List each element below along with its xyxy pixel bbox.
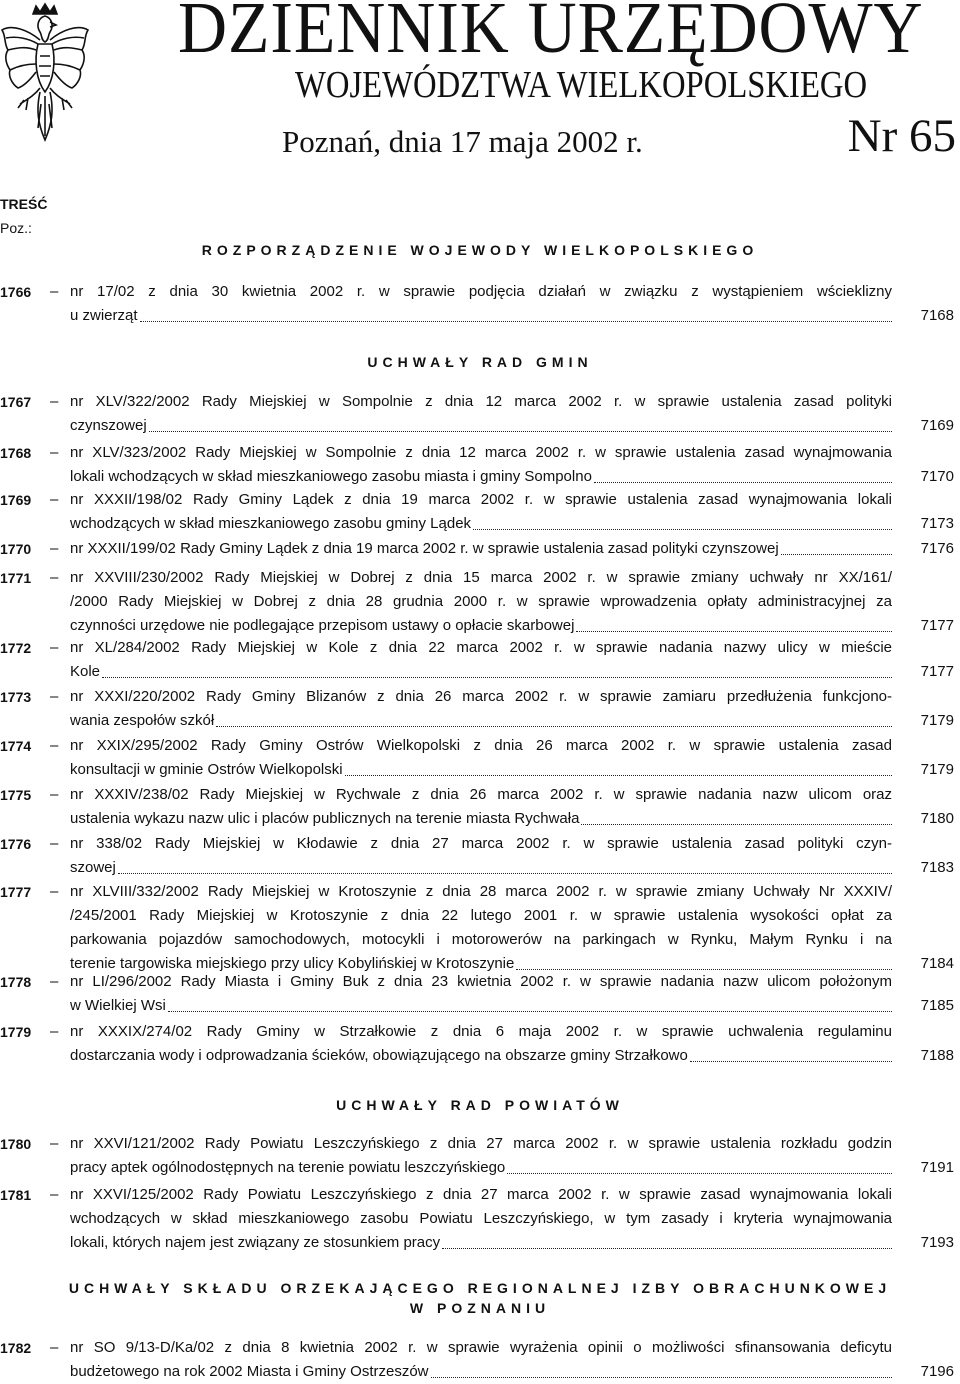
entry-number: 1770 (0, 541, 32, 557)
entry-dash: – (50, 688, 59, 705)
entry-text-line: nr XLV/323/2002 Rady Miejskiej w Sompolnie z dnia 12 marca 2002 r. w sprawie ustalenia zasad wynajmowania (70, 444, 892, 461)
entry-page-number: 7169 (920, 417, 954, 434)
entry-text-line (70, 304, 892, 328)
dot-leader (216, 709, 892, 727)
entry-text-line: nr XXXI/220/2002 Rady Gminy Blizanów z dnia 26 marca 2002 r. w sprawie zamiaru przedłużenia funkcjono- (70, 688, 892, 705)
entry-text: ustalenia wykazu nazw ulic i placów publicznych na terenie miasta Rychwała (70, 810, 580, 827)
dot-leader (102, 660, 892, 678)
toc-entry[interactable] (0, 566, 954, 638)
entry-number: 1777 (0, 884, 32, 900)
entry-text-line (70, 1044, 892, 1068)
entry-page-number: 7191 (920, 1159, 954, 1176)
entry-text-line (70, 994, 892, 1018)
entry-page-number: 7188 (920, 1047, 954, 1064)
entry-text-line (70, 1360, 892, 1384)
entry-text-line: nr XXXIV/238/02 Rady Miejskiej w Rychwale z dnia 26 marca 2002 r. w sprawie nadania nazw ulicom oraz (70, 786, 892, 803)
entry-page-number: 7183 (920, 859, 954, 876)
toc-entry[interactable] (0, 1020, 954, 1068)
entry-text-line: nr 338/02 Rady Miejskiej w Kłodawie z dnia 27 marca 2002 r. w sprawie ustalenia zasad polityki czyn- (70, 835, 892, 852)
entry-number: 1767 (0, 394, 32, 410)
entry-text: czynności urzędowe nie podlegające przepisom ustawy o opłacie skarbowej (70, 617, 575, 634)
entry-page-number: 7179 (920, 761, 954, 778)
toc-entry[interactable] (0, 1336, 954, 1384)
section-heading-continued: W POZNANIU (409, 1300, 551, 1316)
entry-number: 1771 (0, 570, 32, 586)
entry-dash: – (50, 1135, 59, 1152)
entry-page-number: 7193 (920, 1234, 954, 1251)
toc-entry[interactable] (0, 1132, 954, 1180)
entry-text: nr XXXII/199/02 Rady Gminy Lądek z dnia 19 marca 2002 r. w sprawie ustalenia zasad polityki czynszowej (70, 540, 779, 557)
entry-dash: – (50, 283, 59, 300)
section-heading: UCHWAŁY SKŁADU ORZEKAJĄCEGO REGIONALNEJ IZBY OBRACHUNKOWEJ (68, 1280, 892, 1296)
toc-entry[interactable] (0, 832, 954, 880)
entry-page-number: 7180 (920, 810, 954, 827)
entry-page-number: 7176 (920, 540, 954, 557)
entry-text-line: nr 17/02 z dnia 30 kwietnia 2002 r. w sprawie podjęcia działań w związku z wystąpieniem wścieklizny (70, 283, 892, 300)
dot-leader (168, 994, 892, 1012)
entry-text: budżetowego na rok 2002 Miasta i Gminy Ostrzeszów (70, 1363, 429, 1380)
toc-entry[interactable] (0, 970, 954, 1018)
entry-text-line: nr XXXII/198/02 Rady Gminy Lądek z dnia 19 marca 2002 r. w sprawie ustalenia zasad wynajmowania lokali (70, 491, 892, 508)
toc-entry[interactable] (0, 280, 954, 328)
entry-text: pracy aptek ogólnodostępnych na terenie powiatu leszczyńskiego (70, 1159, 506, 1176)
entry-text-line (70, 660, 892, 684)
entry-page-number: 7168 (920, 307, 954, 324)
entry-text-line: nr LI/296/2002 Rady Miasta i Gminy Buk z dnia 23 kwietnia 2002 r. w sprawie nadania nazw ulicom położonym (70, 973, 892, 990)
entry-text: czynszowej (70, 417, 147, 434)
entry-text: w Wielkiej Wsi (70, 997, 166, 1014)
dot-leader (594, 465, 892, 483)
entry-text-line (70, 537, 892, 561)
entry-number: 1781 (0, 1187, 32, 1203)
entry-dash: – (50, 1186, 59, 1203)
toc-poz-label: Poz.: (0, 220, 32, 236)
entry-page-number: 7170 (920, 468, 954, 485)
entry-text: konsultacji w gminie Ostrów Wielkopolski (70, 761, 343, 778)
entry-number: 1768 (0, 445, 32, 461)
entry-text-line: nr XXXIX/274/02 Rady Gminy w Strzałkowie z dnia 6 maja 2002 r. w sprawie uchwalenia regulaminu (70, 1023, 892, 1040)
gazette-title: DZIENNIK URZĘDOWY (178, 0, 924, 68)
toc-entry[interactable] (0, 441, 954, 489)
entry-dash: – (50, 639, 59, 656)
entry-dash: – (50, 835, 59, 852)
entry-text-line: nr XXVI/121/2002 Rady Powiatu Leszczyńskiego z dnia 27 marca 2002 r. w sprawie ustalenia rozkładu godzin (70, 1135, 892, 1152)
entry-number: 1780 (0, 1136, 32, 1152)
dot-leader (516, 952, 892, 970)
toc-entry[interactable] (0, 783, 954, 831)
entry-text-line (70, 758, 892, 782)
dot-leader (149, 414, 892, 432)
entry-text-line: nr XXVIII/230/2002 Rady Miejskiej w Dobrej z dnia 15 marca 2002 r. w sprawie zmiany uchwały nr XX/161/ (70, 569, 892, 586)
entry-text-line (70, 856, 892, 880)
entry-text: Kole (70, 663, 101, 680)
dot-leader (118, 856, 892, 874)
entry-text-line (70, 414, 892, 438)
entry-text-line (70, 614, 892, 638)
entry-number: 1774 (0, 738, 32, 754)
dot-leader (345, 758, 892, 776)
entry-text: wania zespołów szkół (70, 712, 215, 729)
entry-text-line: /245/2001 Rady Miejskiej w Krotoszynie z dnia 22 lutego 2001 r. w sprawie ustalenia wysokości opłat za (70, 907, 892, 924)
entry-text-line (70, 709, 892, 733)
entry-dash: – (50, 491, 59, 508)
entry-page-number: 7173 (920, 515, 954, 532)
toc-entry[interactable] (0, 880, 954, 976)
entry-dash: – (50, 973, 59, 990)
entry-dash: – (50, 444, 59, 461)
gazette-subtitle: WOJEWÓDZTWA WIELKOPOLSKIEGO (295, 64, 868, 106)
entry-text-line: nr XLV/322/2002 Rady Miejskiej w Sompolnie z dnia 12 marca 2002 r. w sprawie ustalenia zasad polityki (70, 393, 892, 410)
entry-number: 1779 (0, 1024, 32, 1040)
entry-text: dostarczania wody i odprowadzania ścieków, obowiązującego na obszarze gminy Strzałkowo (70, 1047, 688, 1064)
entry-text-line (70, 1231, 892, 1255)
toc-entry[interactable] (0, 488, 954, 536)
entry-text: szowej (70, 859, 116, 876)
toc-entry[interactable] (0, 1183, 954, 1255)
entry-text: terenie targowiska miejskiego przy ulicy Kobylińskiej w Krotoszynie (70, 955, 515, 972)
entry-text-line (70, 512, 892, 536)
entry-dash: – (50, 1023, 59, 1040)
entry-text-line (70, 1156, 892, 1180)
entry-text-line: nr XL/284/2002 Rady Miejskiej w Kole z dnia 22 marca 2002 r. w sprawie nadania nazwy ulicy w mieście (70, 639, 892, 656)
dot-leader (581, 807, 892, 825)
eagle-emblem-icon (0, 0, 90, 150)
toc-entry[interactable] (0, 685, 954, 733)
entry-page-number: 7177 (920, 663, 954, 680)
entry-number: 1778 (0, 974, 32, 990)
entry-text: lokali wchodzących w skład mieszkaniowego zasobu miasta i gminy Sompolno (70, 468, 592, 485)
dot-leader (781, 537, 892, 555)
entry-text-line (70, 465, 892, 489)
toc-entry[interactable] (0, 636, 954, 684)
entry-dash: – (50, 786, 59, 803)
entry-number: 1773 (0, 689, 32, 705)
entry-text-line: nr XLVIII/332/2002 Rady Miejskiej w Krotoszynie z dnia 28 marca 2002 r. w sprawie zmiany Uchwały Nr XXXIV/ (70, 883, 892, 900)
entry-dash: – (50, 1339, 59, 1356)
entry-text-line: wchodzących w skład mieszkaniowego zasobu Powiatu Leszczyńskiego, w tym zasady i kryteria wynajmowania (70, 1210, 892, 1227)
entry-text-line: nr XXIX/295/2002 Rady Gminy Ostrów Wielkopolski z dnia 26 marca 2002 r. w sprawie ustalenia zasad (70, 737, 892, 754)
entry-page-number: 7179 (920, 712, 954, 729)
entry-text: wchodzących w skład mieszkaniowego zasobu gminy Lądek (70, 515, 472, 532)
section-heading: UCHWAŁY RAD GMIN (367, 354, 593, 370)
entry-page-number: 7185 (920, 997, 954, 1014)
entry-text: u zwierząt (70, 307, 138, 324)
entry-dash: – (50, 883, 59, 900)
entry-number: 1775 (0, 787, 32, 803)
entry-text-line: nr XXVI/125/2002 Rady Powiatu Leszczyńskiego z dnia 27 marca 2002 r. w sprawie zasad wynajmowania lokali (70, 1186, 892, 1203)
section-heading: ROZPORZĄDZENIE WOJEWODY WIELKOPOLSKIEGO (201, 242, 759, 258)
entry-text-line (70, 807, 892, 831)
toc-entry[interactable] (0, 734, 954, 782)
entry-number: 1772 (0, 640, 32, 656)
entry-dash: – (50, 737, 59, 754)
toc-label: TREŚĆ (0, 196, 48, 212)
entry-number: 1782 (0, 1340, 32, 1356)
entry-number: 1769 (0, 492, 32, 508)
dot-leader (690, 1044, 892, 1062)
entry-dash: – (50, 569, 59, 586)
section-heading: UCHWAŁY RAD POWIATÓW (336, 1097, 624, 1113)
toc-entry[interactable] (0, 390, 954, 438)
dot-leader (473, 512, 892, 530)
dot-leader (140, 304, 892, 322)
entry-page-number: 7196 (920, 1363, 954, 1380)
dot-leader (507, 1156, 892, 1174)
entry-page-number: 7184 (920, 955, 954, 972)
dot-leader (442, 1231, 892, 1249)
issue-number: Nr 65 (847, 110, 956, 162)
entry-text-line: parkowania pojazdów samochodowych, motocykli i motorowerów na parkingach w Rynku, Małym Rynku i na (70, 931, 892, 948)
entry-page-number: 7177 (920, 617, 954, 634)
dot-leader (576, 614, 892, 632)
issue-date: Poznań, dnia 17 maja 2002 r. (282, 124, 643, 159)
entry-text-line: nr SO 9/13-D/Ka/02 z dnia 8 kwietnia 2002 r. w sprawie wyrażenia opinii o możliwości sfinansowania deficytu (70, 1339, 892, 1356)
dot-leader (431, 1360, 893, 1378)
entry-text: lokali, których najem jest związany ze stosunkiem pracy (70, 1234, 441, 1251)
entry-number: 1776 (0, 836, 32, 852)
entry-dash: – (50, 540, 59, 557)
entry-number: 1766 (0, 284, 32, 300)
entry-text-line: /2000 Rady Miejskiej w Dobrej z dnia 28 grudnia 2000 r. w sprawie wprowadzenia opłaty administracyjnej za (70, 593, 892, 610)
entry-dash: – (50, 393, 59, 410)
toc-entry[interactable] (0, 537, 954, 561)
